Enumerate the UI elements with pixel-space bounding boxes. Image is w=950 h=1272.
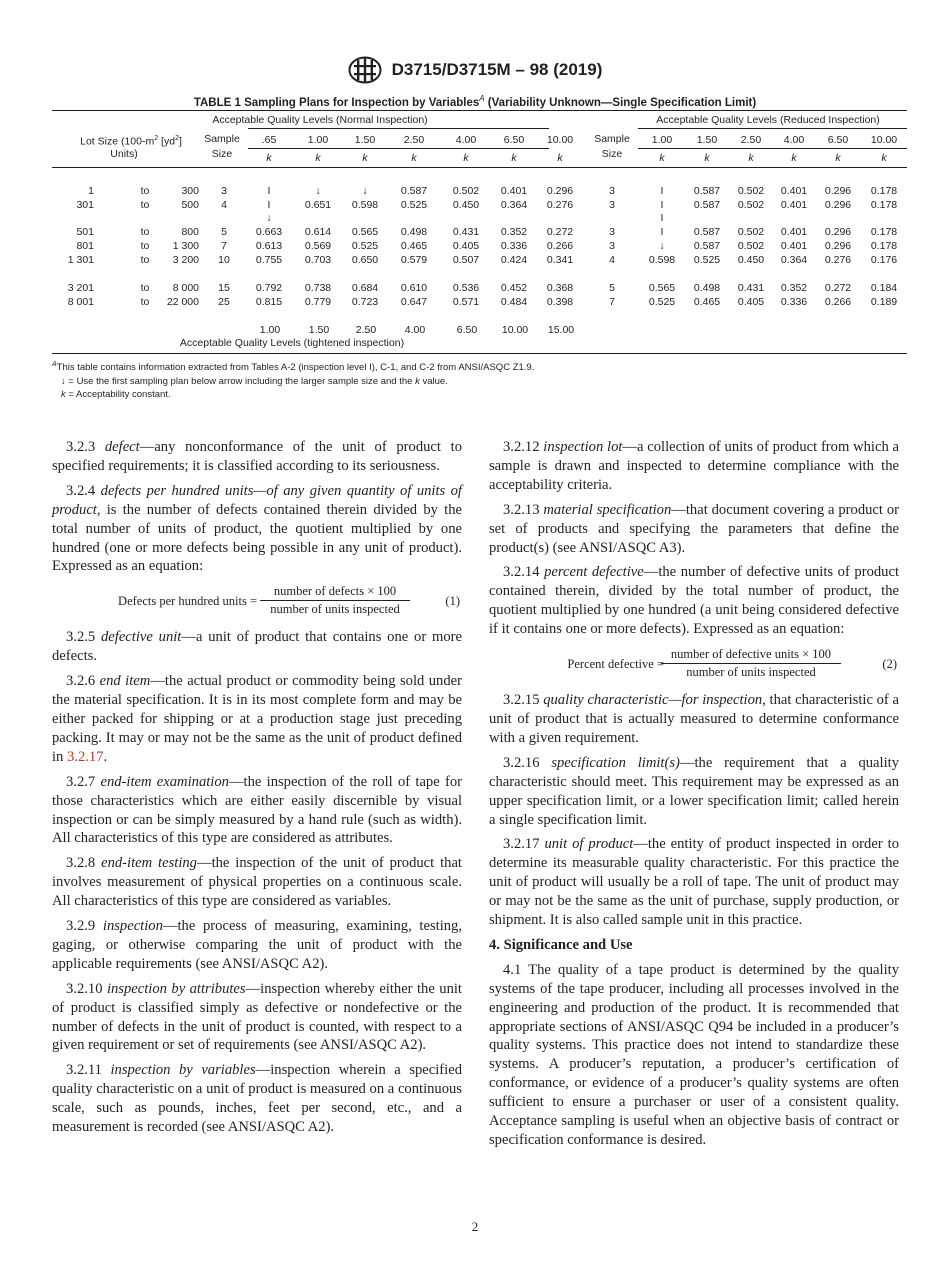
normal-k-value: 0.401 [500, 185, 528, 197]
tightened-aql-value: 10.00 [501, 324, 529, 336]
reduced-k-value: 0.401 [780, 240, 808, 252]
reduced-k-value: 0.502 [737, 226, 765, 238]
normal-k-value: 0.405 [452, 240, 480, 252]
normal-k-value: I [267, 185, 271, 197]
equation-1-fraction: number of defects × 100 number of units inspected [260, 583, 410, 618]
normal-k-value: 0.779 [304, 296, 332, 308]
reduced-k-value: 0.587 [693, 226, 721, 238]
reduced-k-value: 0.178 [870, 185, 898, 197]
para-3-2-9: 3.2.9 inspection—the process of measuring, examining, testing, gaging, or otherwise comparing the unit of product with the applicable requirements (see ANSI/ASQC A2). [52, 918, 462, 972]
para-3-2-5: 3.2.5 defective unit—a unit of product that contains one or more defects. [52, 629, 463, 665]
reduced-k-value: 0.401 [780, 185, 808, 197]
left-column [52, 438, 462, 1143]
reduced-aql-header: 1.00 [651, 134, 673, 146]
sample-size-normal: 3 [221, 185, 227, 197]
equation-1 [52, 582, 462, 622]
reduced-k-value: 0.587 [693, 185, 721, 197]
normal-k-value: 0.651 [304, 199, 332, 211]
k-label: k [315, 152, 321, 164]
reduced-k-value: 0.587 [693, 240, 721, 252]
k-label: k [704, 152, 710, 164]
para-3-2-8: 3.2.8 end-item testing—the inspection of the unit of product that involves measurement of physical properties on a continuous scale. All characteristics of this type are considered as variables. [52, 855, 462, 910]
para-3-2-10: 3.2.10 inspection by attributes—inspection whereby either the unit of product is classified simply as defective or nondefective or the number of defects in the unit of product is counted, with respect to a given requirement or set of requirements (see ANSI/ASQC A2). [52, 980, 462, 1054]
normal-k-value: 0.525 [400, 199, 428, 211]
reduced-k-value: I [660, 226, 664, 238]
reduced-k-value: 0.502 [737, 240, 765, 252]
lot-size-to-word: to [140, 240, 150, 252]
para-3-2-6: 3.2.6 end item—the actual product or commodity being sold under the material specification. It is in its most complete form and may be either packed for shipping or at a production stage just preceding packing. It may or may not be the same as the unit of product defined in 3.2.17. [52, 673, 462, 765]
reduced-k-value: 0.296 [824, 199, 852, 211]
normal-group-rule [248, 128, 549, 129]
k-label: k [659, 152, 665, 164]
lot-size-to: 300 [181, 185, 199, 197]
equation-2-number: (2) [882, 657, 897, 672]
normal-k-value: 0.703 [304, 254, 332, 266]
normal-k-value: 0.266 [546, 240, 574, 252]
para-3-2-17: 3.2.17 unit of product—the entity of product inspected in order to determine its measurable quality characteristic. For this practice the unit of product will usually be a roll of tape. The unit of product may or may not be the same as the unit of purchase, supply production, or shipment. It is also called sample unit in this practice. [489, 836, 899, 929]
normal-aql-header: 2.50 [403, 134, 425, 146]
reduced-aql-header: 4.00 [783, 134, 805, 146]
reduced-inspection-group-header: Acceptable Quality Levels (Reduced Inspection) [656, 114, 880, 126]
reduced-k-value: 0.565 [648, 282, 676, 294]
normal-aql-header: 1.00 [307, 134, 329, 146]
astm-logo-icon [348, 56, 382, 84]
equation-1-lhs: Defects per hundred units = [118, 594, 257, 609]
normal-aql-header: .65 [261, 134, 277, 146]
reduced-k-value: 0.502 [737, 185, 765, 197]
table-caption-footnote-mark: A [479, 94, 485, 103]
para-3-2-12: 3.2.12 inspection lot—a collection of units of product from which a sample is drawn and inspected to determine compliance with the acceptability criteria. [489, 439, 899, 493]
normal-k-value: 0.450 [452, 199, 480, 211]
document-designation: D3715/D3715M – 98 (2019) [391, 60, 603, 79]
sample-size-reduced: 4 [609, 254, 615, 266]
tightened-aql-value: 2.50 [355, 324, 377, 336]
tightened-aql-value: 6.50 [456, 324, 478, 336]
normal-k-value: 0.738 [304, 282, 332, 294]
lot-size-to: 500 [181, 199, 199, 211]
normal-k-value: 0.663 [255, 226, 283, 238]
equation-1-number: (1) [445, 594, 460, 609]
sample-size-header-line2: Size [211, 148, 233, 160]
down-arrow-icon: ↓ [266, 212, 272, 224]
normal-k-value: 0.650 [351, 254, 379, 266]
link-3-2-17[interactable]: 3.2.17 [67, 748, 104, 765]
normal-k-value: 0.498 [400, 226, 428, 238]
normal-k-value: 0.398 [546, 296, 574, 308]
reduced-k-value: 0.502 [737, 199, 765, 211]
reduced-k-value: 0.178 [870, 240, 898, 252]
reduced-group-rule [638, 128, 907, 129]
reduced-k-value: 0.587 [693, 199, 721, 211]
k-label: k [791, 152, 797, 164]
lot-size-to: 22 000 [166, 296, 199, 308]
lot-size-from: 301 [76, 199, 94, 211]
document-header [0, 56, 950, 86]
sample-size-reduced: 3 [609, 226, 615, 238]
lot-size-to-word: to [140, 254, 150, 266]
reduced-k-value: 0.498 [693, 282, 721, 294]
reduced-k-value: 0.272 [824, 282, 852, 294]
reduced-k-value: 0.401 [780, 199, 808, 211]
normal-aql-rule [248, 148, 549, 149]
normal-k-value: 0.452 [500, 282, 528, 294]
section-4-heading: 4. Significance and Use [489, 936, 633, 953]
sample-size-header-line1: Sample [204, 133, 240, 145]
normal-k-value: 0.755 [255, 254, 283, 266]
reduced-k-value: 0.296 [824, 240, 852, 252]
normal-k-value: ↓ [315, 185, 321, 197]
para-3-2-4: 3.2.4 defects per hundred units—of any given quantity of units of product, is the number of defects contained therein divided by the total number of units of product, the quotient multiplied by one hundred (one or more defects being possible in any unit of product). Expressed as an equation: [52, 482, 462, 575]
sample-size-normal: 5 [221, 226, 227, 238]
reduced-k-value: 0.178 [870, 226, 898, 238]
normal-k-value: 0.792 [255, 282, 283, 294]
reduced-k-value: 0.465 [693, 296, 721, 308]
lot-size-header: Lot Size ($100-m^2$ $[yd^2]$ [80, 135, 182, 148]
normal-k-value: 0.815 [255, 296, 283, 308]
normal-k-value: 0.336 [500, 240, 528, 252]
reduced-aql-header: 1.50 [696, 134, 718, 146]
sample-size-reduced: 3 [609, 240, 615, 252]
normal-k-value: 0.502 [452, 185, 480, 197]
sample-size-reduced: 5 [609, 282, 615, 294]
reduced-k-value: 0.189 [870, 296, 898, 308]
tightened-aql-value: 1.00 [259, 324, 281, 336]
para-3-2-7: 3.2.7 end-item examination—the inspection of the roll of tape for those characteristics which are either easily discernible by visual inspection or can be simply measured by a hand rule (such as width). All characteristics of this type are considered as attributes. [52, 773, 462, 847]
lot-size-from: 501 [76, 226, 94, 238]
normal-k-value: 0.598 [351, 199, 379, 211]
normal-k-value: 0.684 [351, 282, 379, 294]
normal-k-value: 0.424 [500, 254, 528, 266]
reduced-k-value: 0.450 [737, 254, 765, 266]
sample-size-reduced: 7 [609, 296, 615, 308]
lot-size-to: 3 200 [172, 254, 199, 266]
normal-k-value: 0.723 [351, 296, 379, 308]
lot-size-from: 1 301 [67, 254, 94, 266]
table-footnotes [52, 358, 534, 402]
k-label: k [362, 152, 368, 164]
reduced-k-value: 0.401 [780, 226, 808, 238]
reduced-k-value: 0.431 [737, 282, 765, 294]
equation-2-fraction: number of defective units × 100 number of units inspected [661, 646, 841, 681]
sample-size-reduced: 3 [609, 199, 615, 211]
lot-size-header-units: Units) [110, 148, 138, 160]
reduced-k-value: 0.525 [693, 254, 721, 266]
normal-k-value: 0.536 [452, 282, 480, 294]
lot-size-to-word: to [140, 199, 150, 211]
sample-size-normal: 15 [218, 282, 230, 294]
reduced-k-value: ↓ [659, 240, 665, 252]
normal-k-value: 0.525 [351, 240, 379, 252]
lot-size-to: 800 [181, 226, 199, 238]
k-label: k [557, 152, 563, 164]
reduced-aql-header: 2.50 [740, 134, 762, 146]
normal-k-value: 0.431 [452, 226, 480, 238]
para-3-2-11: 3.2.11 inspection by variables—inspection wherein a specified quality characteristic on a unit of product is measured on a continuous scale, such as pounds, inches, feet per second, etc., and a measurement is recorded (see ANSI/ASQC A2). [52, 1062, 462, 1136]
normal-k-value: 0.507 [452, 254, 480, 266]
sample-size-normal: 25 [218, 296, 230, 308]
normal-aql-header: 10.00 [546, 134, 574, 146]
k-label: k [411, 152, 417, 164]
normal-k-value: 0.647 [400, 296, 428, 308]
right-column [489, 438, 899, 1156]
normal-aql-header: 4.00 [455, 134, 477, 146]
reduced-k-value: 0.598 [648, 254, 676, 266]
normal-k-value: ↓ [362, 185, 368, 197]
header-bottom-rule [52, 167, 907, 168]
reduced-k-value: 0.266 [824, 296, 852, 308]
sample-size-normal: 10 [218, 254, 230, 266]
reduced-k-value: 0.405 [737, 296, 765, 308]
lot-size-to-word: to [140, 282, 150, 294]
para-4-1: 4.1 The quality of a tape product is determined by the quality systems of the tape producer, including all processes involved in the engineering and production of the product. It is recommended that appropriate sections of ANSI/ASQC Q94 be included in a producer’s quality systems. This practice does not intend to standardize these systems. A producer’s reputation, a producer’s certification of conformance, or evidence of a producer’s quality systems are often sufficient to ensure a purchaser or user of a consistent quality. Acceptance sampling is useful when an objective basis of contract or specification conformance is desired. [489, 961, 899, 1148]
normal-k-value: 0.352 [500, 226, 528, 238]
table-caption [0, 94, 950, 109]
footnote-arrow: ↓ = Use the first sampling plan below arrow including the larger sample size and the k value. [61, 375, 448, 387]
para-3-2-15: 3.2.15 quality characteristic—for inspection, that characteristic of a unit of product that is actually measured to determine conformance with a given requirement. [489, 692, 899, 746]
tightened-aql-value: 1.50 [308, 324, 330, 336]
reduced-k-value: 0.176 [870, 254, 898, 266]
lot-size-to-word: to [140, 296, 150, 308]
k-label: k [463, 152, 469, 164]
reduced-k-value: I [660, 199, 664, 211]
normal-k-value: 0.610 [400, 282, 428, 294]
reduced-sample-size-header-line2: Size [601, 148, 623, 160]
normal-inspection-group-header: Acceptable Quality Levels (Normal Inspection) [212, 114, 428, 126]
normal-k-value: 0.565 [351, 226, 379, 238]
lot-size-from: 1 [88, 185, 94, 197]
sample-size-normal: 4 [221, 199, 227, 211]
normal-k-value: 0.569 [304, 240, 332, 252]
reduced-aql-rule [638, 148, 907, 149]
k-label: k [881, 152, 887, 164]
normal-k-value: 0.614 [304, 226, 332, 238]
page-number: 2 [471, 1219, 479, 1234]
normal-aql-header: 1.50 [354, 134, 376, 146]
lot-size-to: 8 000 [172, 282, 199, 294]
normal-k-value: 0.276 [546, 199, 574, 211]
normal-k-value: 0.571 [452, 296, 480, 308]
normal-k-value: 0.579 [400, 254, 428, 266]
sample-size-reduced: 3 [609, 185, 615, 197]
tightened-aql-value: 4.00 [404, 324, 426, 336]
reduced-k-value: 0.336 [780, 296, 808, 308]
normal-k-value: 0.587 [400, 185, 428, 197]
reduced-sample-size-header-line1: Sample [594, 133, 630, 145]
sampling-plan-table [52, 110, 907, 354]
reduced-k-value: 0.352 [780, 282, 808, 294]
normal-k-value: 0.613 [255, 240, 283, 252]
reduced-k-value: 0.525 [648, 296, 676, 308]
reduced-k-value: I [660, 185, 664, 197]
reduced-k-value: 0.178 [870, 199, 898, 211]
para-3-2-16: 3.2.16 specification limit(s)—the requirement that a quality characteristic should meet. This requirement may be expressed as an upper specification limit, or a lower specification limit; called herein a single specification limit. [489, 754, 899, 828]
reduced-k-value: 0.364 [780, 254, 808, 266]
lot-size-from: 801 [76, 240, 94, 252]
normal-k-value: I [267, 199, 271, 211]
continuation-bar-icon: I [660, 212, 664, 224]
lot-size-to: 1 300 [172, 240, 199, 252]
k-label: k [266, 152, 272, 164]
reduced-aql-header: 10.00 [870, 134, 898, 146]
para-3-2-13: 3.2.13 material specification—that document covering a product or set of products and specifying the parameters that define the product(s) (see ANSI/ASQC A3). [489, 501, 899, 556]
k-label: k [835, 152, 841, 164]
para-3-2-14: 3.2.14 percent defective—the number of defective units of product contained therein, divided by the total number of product, the quotient multiplied by one hundred (a unit being considered defective if it contains one or more defects). Expressed as an equation: [489, 564, 899, 638]
normal-k-value: 0.368 [546, 282, 574, 294]
equation-2 [489, 645, 899, 685]
k-label: k [511, 152, 517, 164]
reduced-aql-header: 6.50 [827, 134, 849, 146]
lot-size-to-word: to [140, 185, 150, 197]
reduced-k-value: 0.296 [824, 226, 852, 238]
normal-k-value: 0.341 [546, 254, 574, 266]
normal-k-value: 0.272 [546, 226, 574, 238]
table-caption-rest: (Variability Unknown—Single Specification Limit) [484, 96, 757, 109]
normal-k-value: 0.465 [400, 240, 428, 252]
tightened-inspection-label: Acceptable Quality Levels (tightened inspection) [179, 337, 405, 349]
normal-aql-header: 6.50 [503, 134, 525, 146]
reduced-k-value: 0.184 [870, 282, 898, 294]
sample-size-normal: 7 [221, 240, 227, 252]
normal-k-value: 0.296 [546, 185, 574, 197]
lot-size-from: 8 001 [67, 296, 94, 308]
k-label: k [748, 152, 754, 164]
normal-k-value: 0.484 [500, 296, 528, 308]
equation-2-lhs: Percent defective = [567, 657, 664, 672]
para-3-2-3: 3.2.3 defect—any nonconformance of the unit of product to specified requirements; it is classified according to its seriousness. [52, 439, 462, 474]
reduced-k-value: 0.276 [824, 254, 852, 266]
footnote-a: $^A$This table contains information extracted from Tables A-2 (inspection level I), C-1, and C-2 from ANSI/ASQC Z1.9. [52, 361, 535, 374]
tightened-aql-value: 15.00 [547, 324, 575, 336]
footnote-k: k = Acceptability constant. [61, 389, 171, 401]
normal-k-value: 0.364 [500, 199, 528, 211]
reduced-k-value: 0.296 [824, 185, 852, 197]
lot-size-to-word: to [140, 226, 150, 238]
table-caption-main: TABLE 1 Sampling Plans for Inspection by Variables [193, 96, 480, 109]
lot-size-from: 3 201 [67, 282, 94, 294]
